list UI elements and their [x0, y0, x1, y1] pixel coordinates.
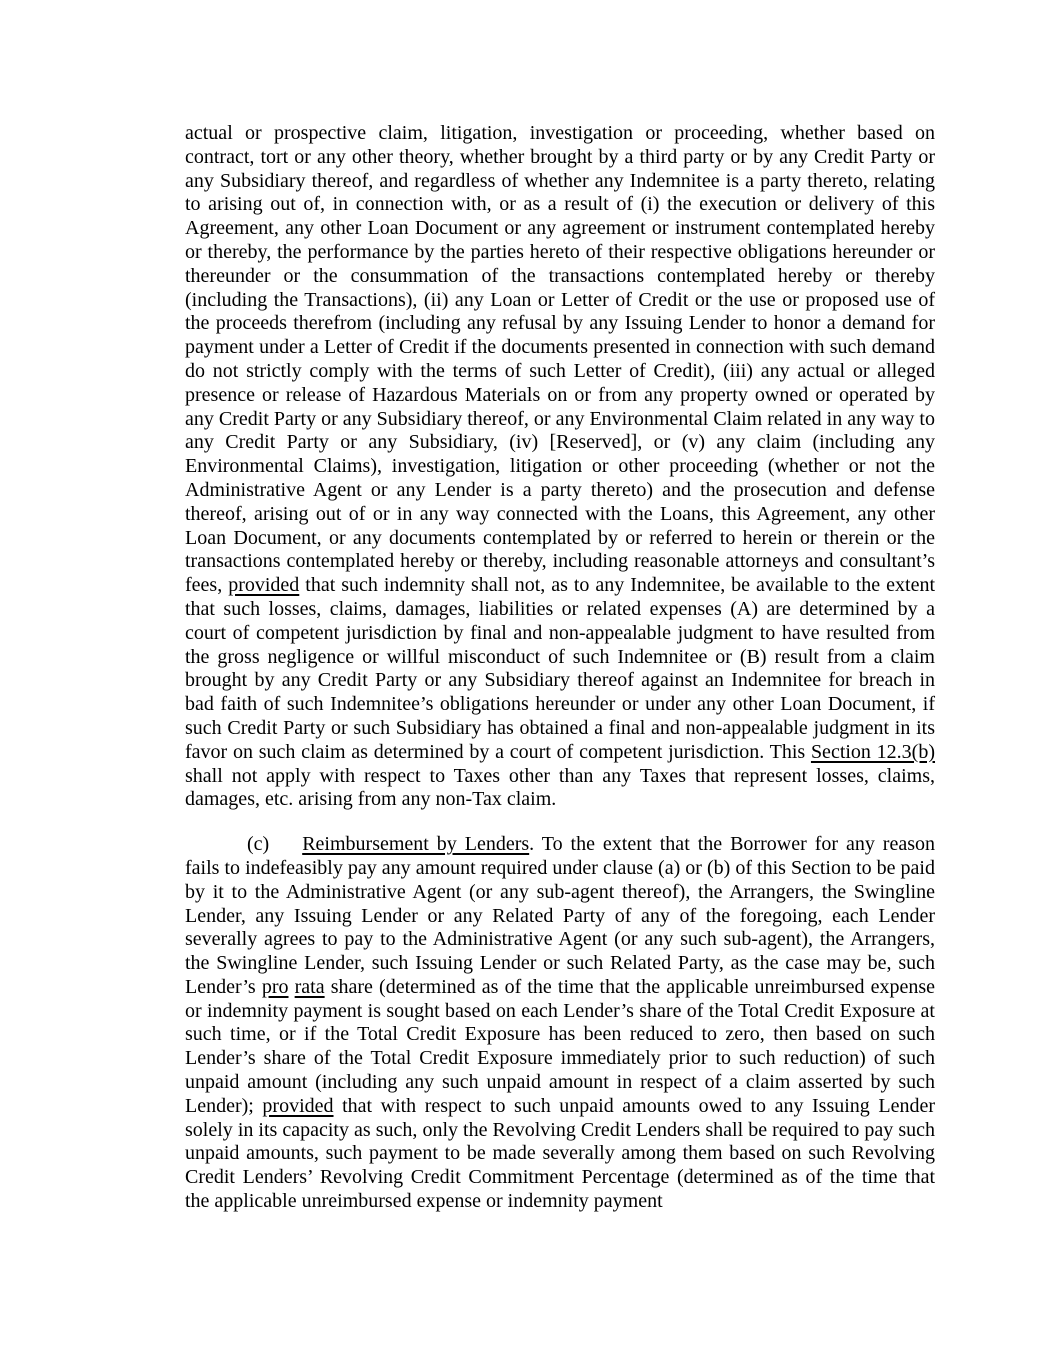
text-segment: actual or prospective claim, litigation, investigation or proceeding, whether based on contract, tort or any other theory, whether brought by a third party or by any Credit Party or any Subsidiary thereof, and regardless of whether any Indemnitee is a party thereto, relating to arising out of, in connection with, or as a result of (i) the execution or delivery of this Agreement, any other Loan Document or any agreement or instrument contemplated hereby or thereby, the performance by the parties hereto of their respective obligations hereunder or thereunder or the consummation of the transactions contemplated hereby or thereby (including the Transactions), (ii) any Loan or Letter of Credit or the use or proposed use of the proceeds therefrom (including any refusal by any Issuing Lender to honor a demand for payment under a Letter of Credit if the documents presented in connection with such demand do not strictly comply with the terms of such Letter of Credit), (iii) any actual or alleged presence or release of Hazardous Materials on or from any property owned or operated by any Credit Party or any Subsidiary thereof, or any Environmental Claim related in any way to any Credit Party or any Subsidiary, (iv) [Reserved], or (v) any claim (including any Environmental Claims), investigation, litigation or other proceeding (whether or not the Administrative Agent or any Lender is a party thereto) and the prosecution and defense thereof, arising out of or in any way connected with the Loans, this Agreement, any other Loan Document, or any documents contemplated by or referred to herein or therein or the transactions contemplated hereby or thereby, including reasonable attorneys and consultant’s fees,	[185, 122, 935, 597]
text-segment: that with respect to such unpaid amounts owed to any Issuing Lender solely in its capacity as such, only the Revolving Credit Lenders shall be required to pay such unpaid amounts, such payment to be made severally among them based on such Revolving Credit Lenders’ Revolving Credit Commitment Percentage (determined as of the time that the applicable unreimbursed expense or indemnity payment	[185, 1094, 935, 1213]
underlined-term-pro: pro	[261, 975, 289, 998]
section-reference-12-3-b: Section 12.3(b)	[810, 740, 936, 763]
text-segment: that such indemnity shall not, as to any Indemnitee, be available to the extent that such losses, claims, damages, liabilities or related expenses (A) are determined by a court of competent jurisdiction by final and non-appealable judgment to have resulted from the gross negligence or willful misconduct of such Indemnitee or (B) result from a claim brought by any Credit Party or any Subsidiary thereof against an Indemnitee for breach in bad faith of such Indemnitee’s obligations hereunder or under any other Loan Document, if such Credit Party or such Subsidiary has obtained a final and non-appealable judgment in its favor on such claim as determined by a court of competent jurisdiction. This	[185, 574, 935, 763]
clause-heading-reimbursement-by-lenders: Reimbursement by Lenders	[302, 833, 530, 856]
text-segment: . To the extent that the Borrower for any reason fails to indefeasibly pay any amount required under clause (a) or (b) of this Section to be paid by it to the Administrative Agent (or any sub-agent thereof), the Arrangers, the Swingline Lender, any Issuing Lender or any Related Party of any of the foregoing, each Lender severally agrees to pay to the Administrative Agent (or any such sub-agent), the Arrangers, the Swingline Lender, such Issuing Lender or such Related Party, as the case may be, such Lender’s	[185, 833, 935, 998]
underlined-term-provided: provided	[262, 1094, 334, 1117]
underlined-term-provided: provided	[228, 574, 300, 597]
underlined-term-rata: rata	[294, 975, 325, 998]
paragraph-reimbursement-by-lenders	[185, 833, 935, 1214]
text-segment: shall not apply with respect to Taxes other than any Taxes that represent losses, claims, damages, etc. arising from any non-Tax claim.	[185, 764, 935, 811]
clause-label: (c)	[247, 833, 270, 856]
text-segment: share (determined as of the time that the applicable unreimbursed expense or indemnity payment is sought based on each Lender’s share of the Total Credit Exposure at such time, or if the Total Credit Exposure has been reduced to zero, then based on such Lender’s share of the Total Credit Exposure immediately prior to such reduction) of such unpaid amount (including any such unpaid amount in respect of a claim asserted by such Lender);	[185, 975, 936, 1117]
paragraph-indemnification-continuation	[185, 122, 935, 812]
page-body-text	[185, 122, 935, 1214]
